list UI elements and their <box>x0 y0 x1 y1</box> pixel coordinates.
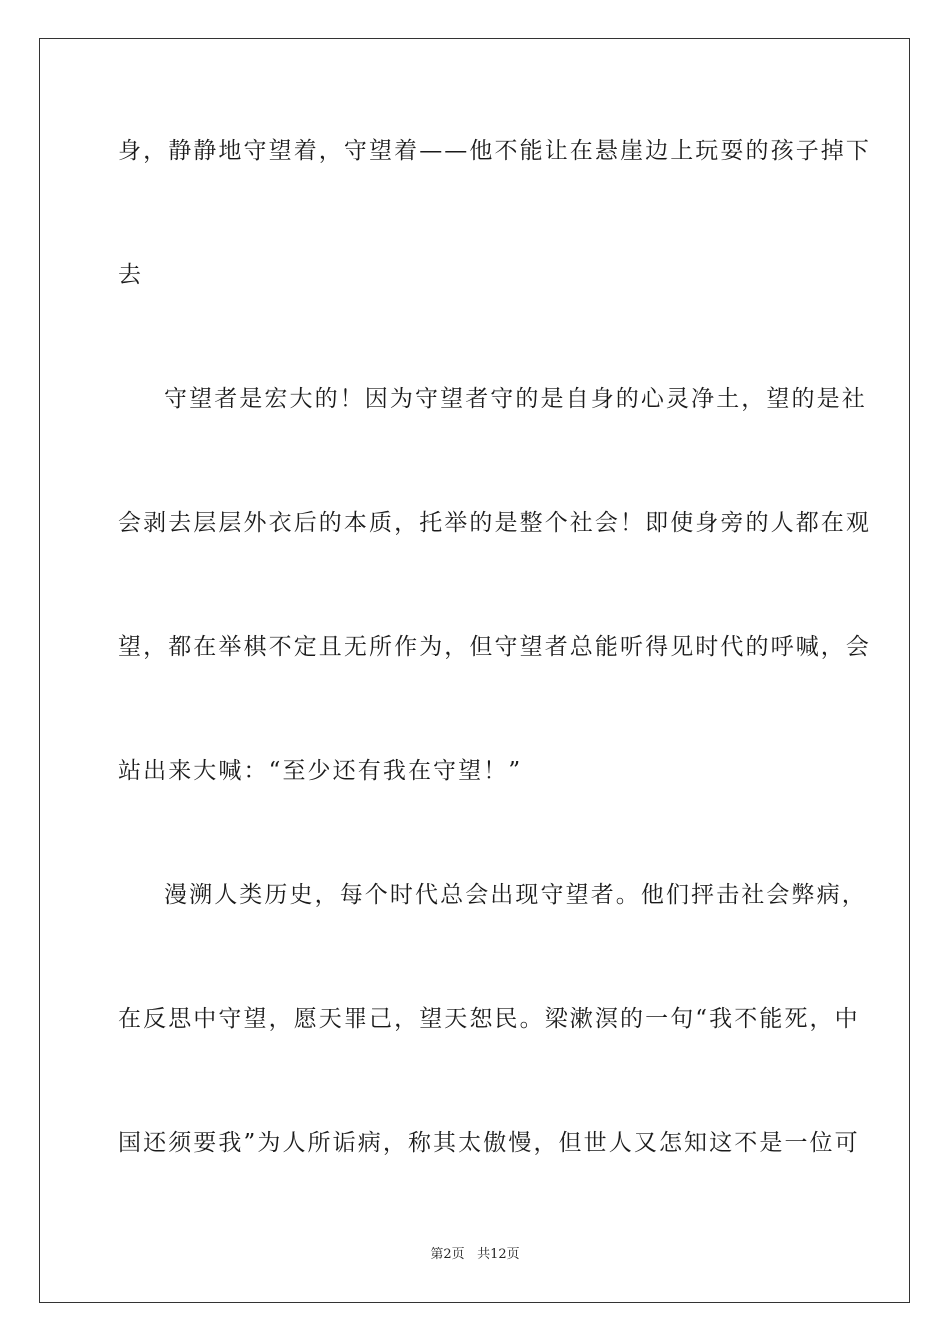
page-border <box>39 38 910 1303</box>
paragraph-3-line-3: 国还须要我”为人所诟病，称其太傲慢，但世人又怎知这不是一位可 <box>118 1130 860 1156</box>
text-line-1: 身，静静地守望着，守望着——他不能让在悬崖边上玩耍的孩子掉下 <box>118 138 871 164</box>
paragraph-3-line-2: 在反思中守望，愿天罪己，望天恕民。梁漱溟的一句“我不能死，中 <box>118 1006 860 1032</box>
paragraph-2-line-3: 望，都在举棋不定且无所作为，但守望者总能听得见时代的呼喊，会 <box>118 634 871 660</box>
page-footer <box>0 1246 950 1264</box>
text-line-2: 去 <box>118 262 144 288</box>
paragraph-2-line-1: 守望者是宏大的！因为守望者守的是自身的心灵净土，望的是社 <box>164 386 867 412</box>
paragraph-2-line-2: 会剥去层层外衣后的本质，托举的是整个社会！即使身旁的人都在观 <box>118 510 871 536</box>
paragraph-3-line-1: 漫溯人类历史，每个时代总会出现守望者。他们抨击社会弊病， <box>164 882 867 908</box>
page-number: 第2页 <box>430 1247 465 1262</box>
paragraph-2-line-4: 站出来大喊：“至少还有我在守望！” <box>118 758 523 784</box>
total-pages: 共12页 <box>477 1247 520 1262</box>
